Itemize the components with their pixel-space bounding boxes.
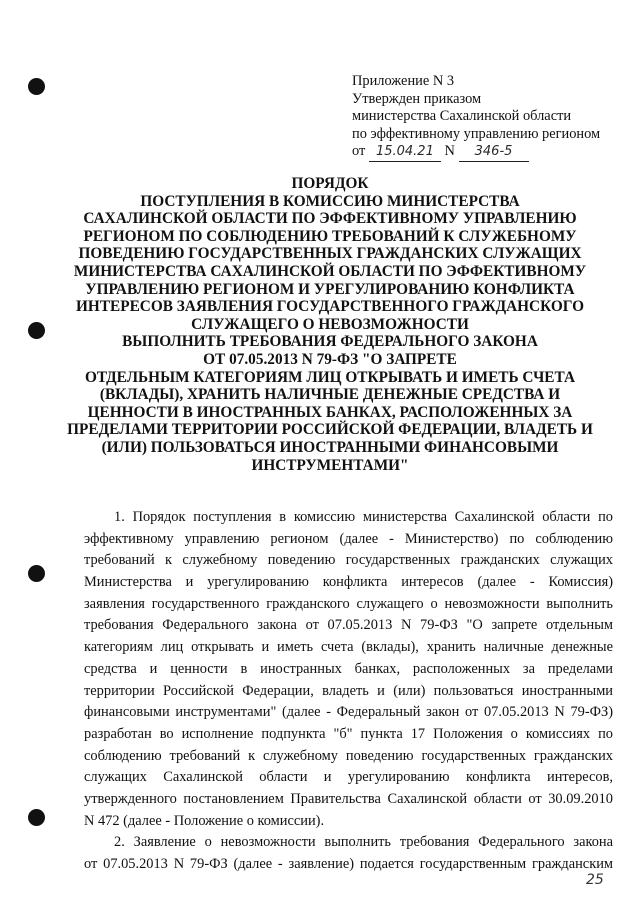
- title-line: ИНТЕРЕСОВ ЗАЯВЛЕНИЯ ГОСУДАРСТВЕННОГО ГРАЖДАНСКОГО: [76, 298, 584, 316]
- title-line: (ВКЛАДЫ), ХРАНИТЬ НАЛИЧНЫЕ ДЕНЕЖНЫЕ СРЕДСТВА И: [99, 386, 561, 404]
- body-line: утвержденного постановлением Правительства Сахалинской области от 30.09.2010: [84, 790, 613, 807]
- body-line: 1. Порядок поступления в комиссию министерства Сахалинской области по: [114, 509, 613, 525]
- title-line: ПОРЯДОК: [291, 175, 369, 192]
- title-line: ПРЕДЕЛАМИ ТЕРРИТОРИИ РОССИЙСКОЙ ФЕДЕРАЦИИ, ВЛАДЕТЬ И: [67, 421, 593, 439]
- punch-hole-1: [28, 78, 45, 95]
- handwritten-page-number: 25: [586, 872, 604, 888]
- approval-line-2: Утвержден приказом: [352, 90, 482, 107]
- title-line: СЛУЖАЩЕГО О НЕВОЗМОЖНОСТИ: [191, 315, 469, 333]
- title-line: УПРАВЛЕНИЮ РЕГИОНОМ И УРЕГУЛИРОВАНИЮ КОНФЛИКТА: [85, 280, 575, 298]
- body-line: от 07.05.2013 N 79-ФЗ (далее - заявление) подается государственным гражданским: [84, 856, 613, 872]
- body-line: Министерства и урегулированию конфликта интересов (далее - Комиссия): [84, 574, 613, 591]
- body-line: N 472 (далее - Положение о комиссии).: [84, 812, 325, 829]
- approval-date-line: [352, 143, 600, 162]
- document-body: [84, 507, 613, 876]
- title-line: ОТ 07.05.2013 N 79-ФЗ "О ЗАПРЕТЕ: [203, 350, 457, 368]
- body-line: 2. Заявление о невозможности выполнить требования Федерального закона: [114, 834, 613, 851]
- document-title: [60, 175, 600, 474]
- handwritten-number: 346-5: [459, 143, 529, 162]
- body-line: заявления государственного гражданского служащего о невозможности выполнить: [84, 595, 613, 612]
- title-line: ИНСТРУМЕНТАМИ": [251, 456, 409, 474]
- date-prefix: от: [352, 143, 366, 159]
- title-line: ЦЕННОСТИ В ИНОСТРАННЫХ БАНКАХ, РАСПОЛОЖЕННЫХ ЗА: [87, 403, 573, 421]
- body-line: разработан во исполнение подпункта "б" пункта 17 Положения о комиссиях по: [84, 725, 613, 742]
- title-line: ПОВЕДЕНИЮ ГОСУДАРСТВЕННЫХ ГРАЖДАНСКИХ СЛУЖАЩИХ: [78, 245, 582, 263]
- punch-hole-2: [28, 322, 45, 339]
- title-line: САХАЛИНСКОЙ ОБЛАСТИ ПО ЭФФЕКТИВНОМУ УПРАВЛЕНИЮ: [83, 210, 577, 228]
- body-line: служащих Сахалинской области и урегулированию конфликта интересов,: [84, 769, 613, 786]
- title-line: (ИЛИ) ПОЛЬЗОВАТЬСЯ ИНОСТРАННЫМИ ФИНАНСОВЫМИ: [101, 438, 559, 456]
- body-line: категориям лиц открывать и иметь счета (вклады), хранить наличные денежные: [84, 639, 613, 656]
- title-line: МИНИСТЕРСТВА САХАЛИНСКОЙ ОБЛАСТИ ПО ЭФФЕКТИВНОМУ: [73, 262, 587, 280]
- approval-line-4: по эффективному управлению регионом: [352, 125, 601, 142]
- approval-line-3: министерства Сахалинской области: [352, 108, 572, 124]
- approval-stamp: [352, 73, 600, 162]
- title-line: ВЫПОЛНИТЬ ТРЕБОВАНИЯ ФЕДЕРАЛЬНОГО ЗАКОНА: [122, 333, 538, 351]
- body-line: средства и ценности в иностранных банках, расположенных за пределами: [84, 660, 613, 677]
- body-line: территории Российской Федерации, владеть и (или) пользоваться иностранными: [84, 682, 613, 699]
- punch-hole-4: [28, 809, 45, 826]
- body-line: эффективному управлению регионом (далее - Министерство) по соблюдению: [84, 530, 613, 547]
- body-line: соблюдению требований к служебному поведению государственных гражданских: [84, 747, 613, 764]
- punch-hole-3: [28, 565, 45, 582]
- body-line: требования Федерального закона от 07.05.2013 N 79-ФЗ "О запрете отдельным: [84, 617, 613, 634]
- approval-line-1: Приложение N 3: [352, 73, 455, 89]
- body-line: финансовыми инструментами" (далее - Федеральный закон от 07.05.2013 N 79-ФЗ): [84, 704, 613, 721]
- body-line: требований к служебному поведению государственных гражданских служащих: [84, 552, 613, 569]
- title-line: ПОСТУПЛЕНИЯ В КОМИССИЮ МИНИСТЕРСТВА: [140, 192, 520, 210]
- title-line: РЕГИОНОМ ПО СОБЛЮДЕНИЮ ТРЕБОВАНИЙ К СЛУЖЕБНОМУ: [83, 227, 577, 245]
- handwritten-date: 15.04.21: [369, 143, 441, 162]
- number-prefix: N: [444, 143, 455, 159]
- title-line: ОТДЕЛЬНЫМ КАТЕГОРИЯМ ЛИЦ ОТКРЫВАТЬ И ИМЕТЬ СЧЕТА: [85, 368, 575, 386]
